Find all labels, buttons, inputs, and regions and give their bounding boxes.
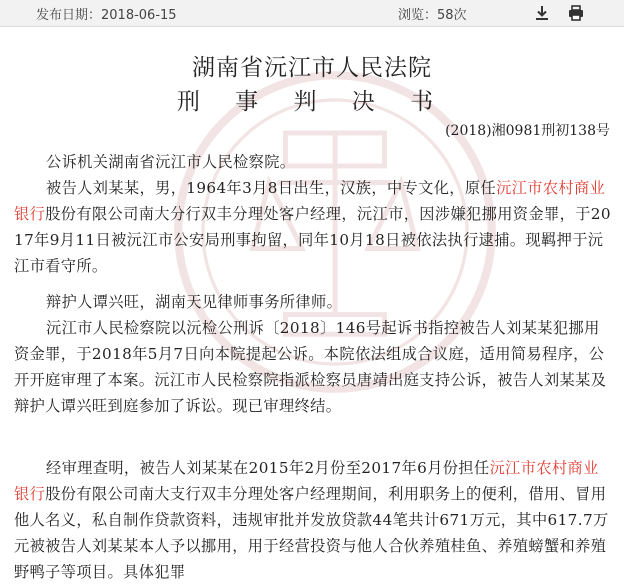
facts-text-b: 股份有限公司南大支行双丰分理处客户经理期间，利用职务上的便利，借用、冒用他人名义，私自制作贷款资料，违规审批并发放贷款44笔共计671万元，其中617.7万元被被告人刘某某本人予以挪用，用于经营投资与他人合伙养殖桂鱼、养殖螃蟹和养殖野鸭子等项目。具体犯罪 bbox=[14, 485, 609, 581]
bank-link[interactable]: 沅江市农村商业银行 bbox=[14, 179, 606, 223]
paragraph-defender: 辩护人谭兴旺，湖南天见律师事务所律师。 bbox=[46, 293, 343, 311]
article-meta-bar bbox=[0, 0, 624, 27]
judgment-document bbox=[0, 27, 624, 588]
document-title: 刑 事 判 决 书 bbox=[176, 89, 448, 115]
download-icon[interactable] bbox=[532, 3, 552, 23]
paragraph-prosecutor: 公诉机关湖南省沅江市人民检察院。 bbox=[46, 153, 296, 171]
view-count-value: 58次 bbox=[437, 8, 467, 23]
facts-text-a: 经审理查明，被告人刘某某在2015年2月份至2017年6月份担任 bbox=[46, 459, 490, 477]
defendant-text-a: 被告人刘某某，男，1964年3月8日出生，汉族，中专文化，原任 bbox=[46, 179, 497, 197]
view-count bbox=[398, 4, 467, 23]
paragraph-procedure: 沅江市人民检察院以沅检公刑诉〔2018〕146号起诉书指控被告人刘某某犯挪用资金罪，于2018年5月7日向本院提起公诉。本院依法组成合议庭，适用简易程序，公开开庭审理了本案。沅江市人民检察院指派检察员唐靖出庭支持公诉，被告人刘某某及辩护人谭兴旺到庭参加了诉讼。现已审理终结。 bbox=[14, 319, 607, 415]
publish-date-value: 2018-06-15 bbox=[101, 8, 177, 23]
view-count-label: 浏览： bbox=[398, 8, 438, 23]
bank-link-2[interactable]: 沅江市农村商业银行 bbox=[14, 459, 599, 503]
paragraph-facts bbox=[14, 455, 612, 585]
case-number: (2018)湘0981刑初138号 bbox=[445, 123, 610, 139]
defendant-text-b: 股份有限公司南大分行双丰分理处客户经理，沅江市，因涉嫌犯挪用资金罪，于2017年9月11日被沅江市公安局刑事拘留，同年10月18日被依法执行逮捕。现羁押于沅江市看守所。 bbox=[14, 205, 611, 275]
court-name: 湖南省沅江市人民法院 bbox=[192, 55, 432, 81]
publish-date-label: 发布日期： bbox=[36, 8, 102, 23]
print-icon[interactable] bbox=[566, 3, 586, 23]
paragraph-defendant bbox=[14, 175, 612, 279]
publish-date bbox=[36, 4, 177, 23]
